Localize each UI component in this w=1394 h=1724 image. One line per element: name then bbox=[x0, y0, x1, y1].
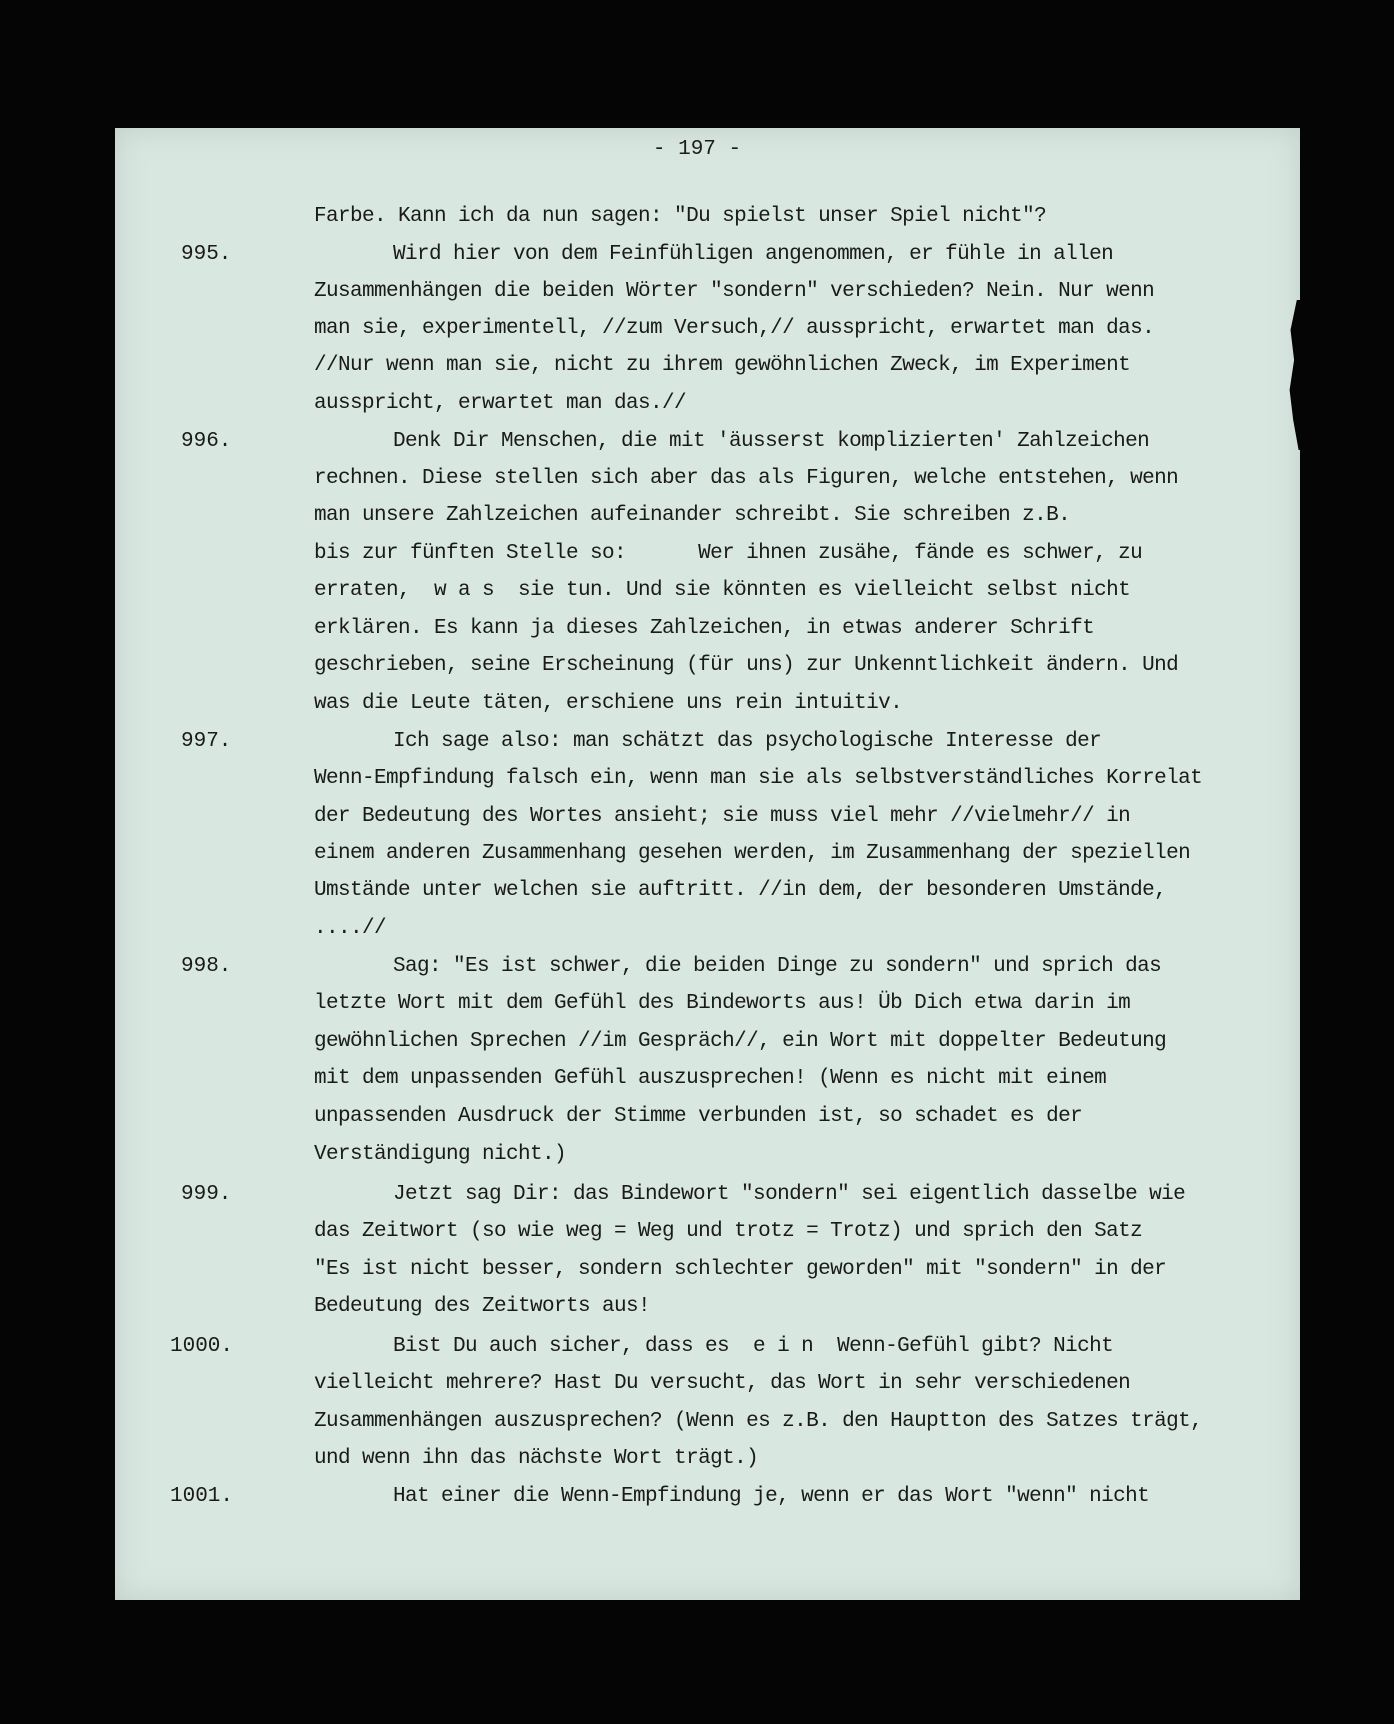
text-line: letzte Wort mit dem Gefühl des Bindeworts aus! Üb Dich etwa darin im bbox=[314, 992, 1131, 1015]
paragraph-number-995: 995. bbox=[181, 243, 232, 266]
page-number: - 197 - bbox=[652, 138, 742, 161]
text-line: Sag: "Es ist schwer, die beiden Dinge zu sondern" und sprich das bbox=[393, 955, 1162, 978]
text-line: Ich sage also: man schätzt das psychologische Interesse der bbox=[393, 730, 1102, 753]
text-line: Denk Dir Menschen, die mit 'äusserst komplizierten' Zahlzeichen bbox=[393, 430, 1150, 453]
text-line: Bedeutung des Zeitworts aus! bbox=[314, 1295, 651, 1318]
text-line: einem anderen Zusammenhang gesehen werden, im Zusammenhang der speziellen bbox=[314, 842, 1191, 865]
text-line: man unsere Zahlzeichen aufeinander schreibt. Sie schreiben z.B. bbox=[314, 504, 1071, 527]
paragraph-number-999: 999. bbox=[181, 1183, 232, 1206]
paragraph-number-1001: 1001. bbox=[170, 1485, 234, 1508]
text-line: ausspricht, erwartet man das.// bbox=[314, 392, 687, 415]
paragraph-number-1000: 1000. bbox=[170, 1335, 234, 1358]
text-line: Hat einer die Wenn-Empfindung je, wenn er das Wort "wenn" nicht bbox=[393, 1485, 1150, 1508]
text-line: vielleicht mehrere? Hast Du versucht, das Wort in sehr verschiedenen bbox=[314, 1372, 1131, 1395]
text-line: Jetzt sag Dir: das Bindewort "sondern" sei eigentlich dasselbe wie bbox=[393, 1183, 1186, 1206]
text-line: das Zeitwort (so wie weg = Weg und trotz = Trotz) und sprich den Satz bbox=[314, 1220, 1143, 1243]
text-line: unpassenden Ausdruck der Stimme verbunden ist, so schadet es der bbox=[314, 1105, 1083, 1128]
text-line: Zusammenhängen auszusprechen? (Wenn es z.B. den Hauptton des Satzes trägt, bbox=[314, 1410, 1203, 1433]
text-line: Farbe. Kann ich da nun sagen: "Du spielst unser Spiel nicht"? bbox=[314, 205, 1047, 228]
text-line: Wenn-Empfindung falsch ein, wenn man sie als selbstverständliches Korrelat bbox=[314, 767, 1203, 790]
paragraph-number-997: 997. bbox=[181, 730, 232, 753]
text-line: rechnen. Diese stellen sich aber das als Figuren, welche entstehen, wenn bbox=[314, 467, 1179, 490]
text-line: der Bedeutung des Wortes ansieht; sie muss viel mehr //vielmehr// in bbox=[314, 805, 1131, 828]
text-line: mit dem unpassenden Gefühl auszusprechen! (Wenn es nicht mit einem bbox=[314, 1067, 1107, 1090]
text-line: Verständigung nicht.) bbox=[314, 1143, 567, 1166]
paragraph-number-998: 998. bbox=[181, 955, 232, 978]
paragraph-number-996: 996. bbox=[181, 430, 232, 453]
text-line: man sie, experimentell, //zum Versuch,// ausspricht, erwartet man das. bbox=[314, 317, 1155, 340]
text-line: bis zur fünften Stelle so: Wer ihnen zusähe, fände es schwer, zu bbox=[314, 542, 1143, 565]
text-line: Umstände unter welchen sie auftritt. //in dem, der besonderen Umstände, bbox=[314, 879, 1167, 902]
text-line: gewöhnlichen Sprechen //im Gespräch//, ein Wort mit doppelter Bedeutung bbox=[314, 1030, 1167, 1053]
text-line: ....// bbox=[314, 917, 387, 940]
text-line: erklären. Es kann ja dieses Zahlzeichen, in etwas anderer Schrift bbox=[314, 617, 1095, 640]
text-line: was die Leute täten, erschiene uns rein intuitiv. bbox=[314, 692, 903, 715]
text-line: Wird hier von dem Feinfühligen angenommen, er fühle in allen bbox=[393, 243, 1114, 266]
text-line: "Es ist nicht besser, sondern schlechter geworden" mit "sondern" in der bbox=[314, 1258, 1167, 1281]
text-line: und wenn ihn das nächste Wort trägt.) bbox=[314, 1447, 759, 1470]
text-line: Bist Du auch sicher, dass es e i n Wenn-Gefühl gibt? Nicht bbox=[393, 1335, 1114, 1358]
text-line: geschrieben, seine Erscheinung (für uns) zur Unkenntlichkeit ändern. Und bbox=[314, 654, 1179, 677]
text-line: //Nur wenn man sie, nicht zu ihrem gewöhnlichen Zweck, im Experiment bbox=[314, 354, 1131, 377]
text-line: erraten, w a s sie tun. Und sie könnten es vielleicht selbst nicht bbox=[314, 579, 1131, 602]
text-line: Zusammenhängen die beiden Wörter "sondern" verschieden? Nein. Nur wenn bbox=[314, 280, 1155, 303]
